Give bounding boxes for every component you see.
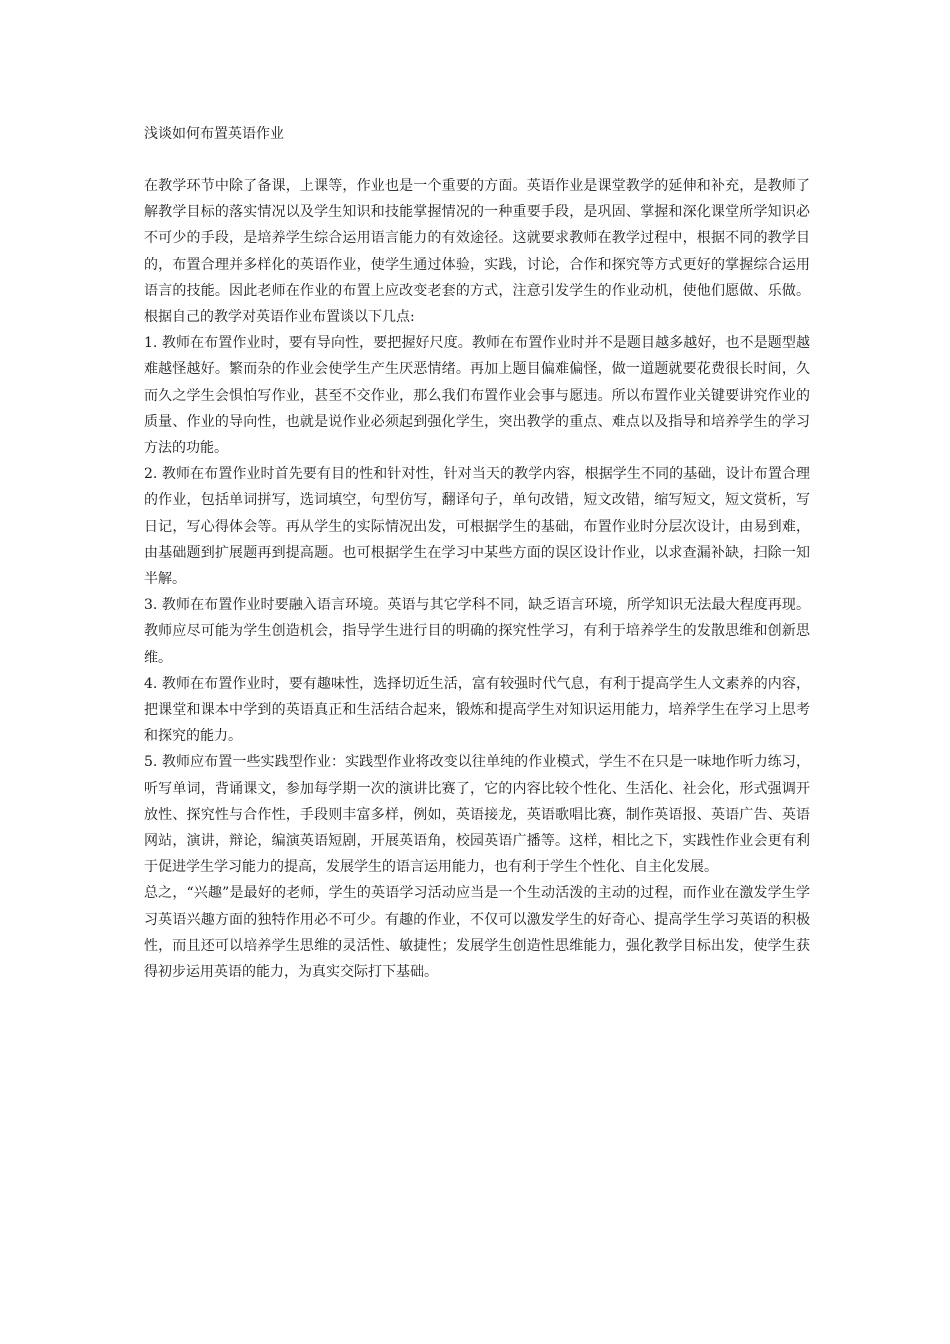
conclusion-paragraph: 总之，“兴趣”是最好的老师，学生的英语学习活动应当是一个生动活泼的主动的过程，而作业在激发学生学习英语兴趣方面的独特作用必不可少。有趣的作业，不仅可以激发学生的好奇心、提高学生学习英语的积极性，而且还可以培养学生思维的灵活性、敏捷性；发展学生创造性思维能力，强化教学目标出发，使学生获得初步运用英语的能力，为真实交际打下基础。 bbox=[144, 885, 810, 981]
title-spacer bbox=[144, 147, 810, 173]
point-3-paragraph: 3. 教师在布置作业时要融入语言环境。英语与其它学科不同，缺乏语言环境，所学知识无法最大程度再现。教师应尽可能为学生创造机会，指导学生进行目的明确的探究性学习，有利于培养学生的发散思维和创新思维。 bbox=[144, 597, 810, 666]
point-5-paragraph: 5. 教师应布置一些实践型作业：实践型作业将改变以往单纯的作业模式，学生不在只是一味地作听力练习，听写单词，背诵课文，参加每学期一次的演讲比赛了，它的内容比较个性化、生活化、社会化，形式强调开放性、探究性与合作性，手段则丰富多样，例如，英语接龙，英语歌唱比赛，制作英语报、英语广告、英语网站，演讲，辩论，编演英语短剧，开展英语角，校园英语广播等。这样，相比之下，实践性作业会更有利于促进学生学习能力的提高，发展学生的语言运用能力，也有利于学生个性化、自主化发展。 bbox=[144, 754, 810, 876]
document-title: 浅谈如何布置英语作业 bbox=[144, 126, 284, 142]
point-2-paragraph: 2. 教师在布置作业时首先要有目的性和针对性，针对当天的教学内容，根据学生不同的基础，设计布置合理的作业，包括单词拼写，选词填空，句型仿写，翻译句子，单句改错，短文改错，缩写短文，短文赏析，写日记，写心得体会等。再从学生的实际情况出发，可根据学生的基础，布置作业时分层次设计，由易到难，由基础题到扩展题再到提高题。也可根据学生在学习中某些方面的误区设计作业，以求查漏补缺，扫除一知半解。 bbox=[144, 466, 810, 588]
document-body bbox=[144, 121, 810, 985]
point-1-paragraph: 1. 教师在布置作业时，要有导向性，要把握好尺度。教师在布置作业时并不是题目越多越好，也不是题型越难越怪越好。繁而杂的作业会使学生产生厌恶情绪。再加上题目偏难偏怪，做一道题就要花费很长时间，久而久之学生会惧怕写作业，甚至不交作业，那么我们布置作业会事与愿违。所以布置作业关键要讲究作业的质量、作业的导向性，也就是说作业必须起到强化学生，突出教学的重点、难点以及指导和培养学生的学习方法的功能。 bbox=[144, 335, 810, 457]
point-4-paragraph: 4. 教师在布置作业时，要有趣味性，选择切近生活，富有较强时代气息，有利于提高学生人文素养的内容，把课堂和课本中学到的英语真正和生活结合起来，锻炼和提高学生对知识运用能力，培养学生在学习上思考和探究的能力。 bbox=[144, 675, 810, 745]
intro-paragraph: 在教学环节中除了备课，上课等，作业也是一个重要的方面。英语作业是课堂教学的延伸和补充，是教师了解教学目标的落实情况以及学生知识和技能掌握情况的一种重要手段，是巩固、掌握和深化课堂所学知识必不可少的手段，是培养学生综合运用语言能力的有效途径。这就要求教师在教学过程中，根据不同的教学目的，布置合理并多样化的英语作业，使学生通过体验，实践，讨论，合作和探究等方式更好的掌握综合运用语言的技能。因此老师在作业的布置上应改变老套的方式，注意引发学生的作业动机，使他们愿做、乐做。根据自己的教学对英语作业布置谈以下几点: bbox=[144, 178, 810, 326]
